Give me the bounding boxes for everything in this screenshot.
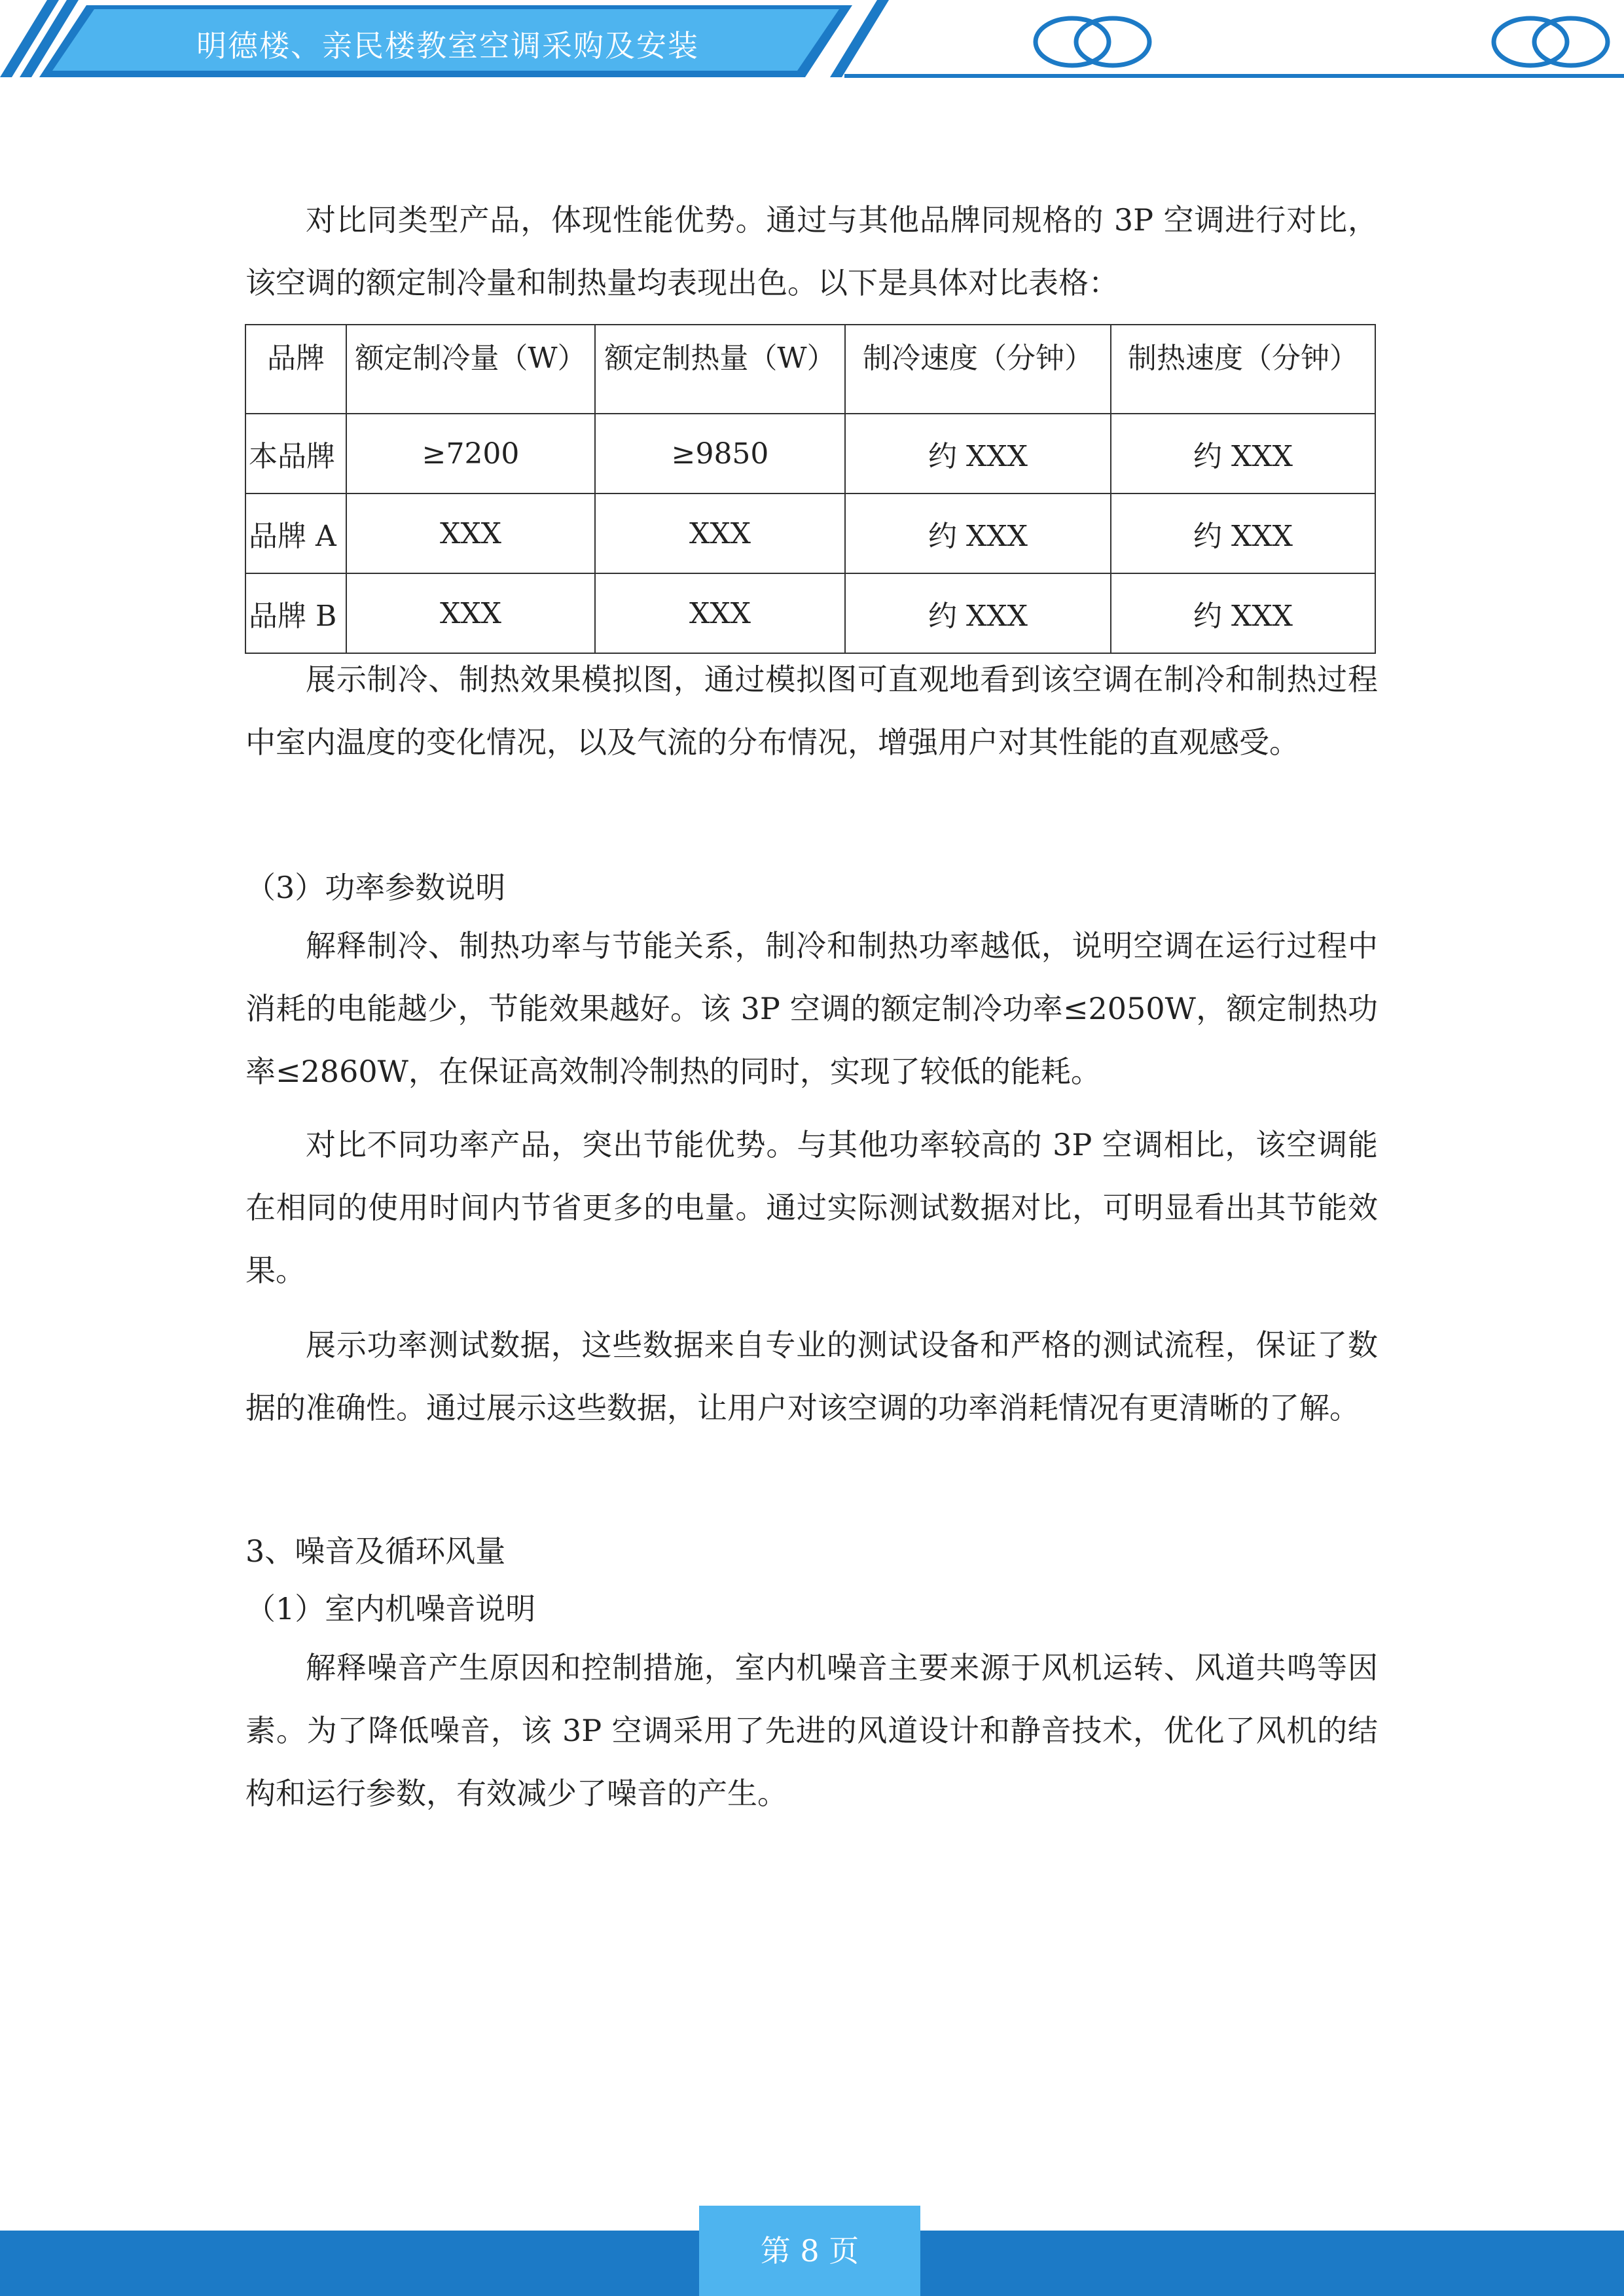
table-cell-brand: 本品牌 (245, 414, 346, 493)
page-number: 第 8 页 (699, 2206, 920, 2296)
table-cell: 约 XXX (1111, 414, 1375, 493)
subsection-heading-indoor-noise: （1）室内机噪音说明 (245, 1591, 536, 1626)
table-header-cell: 额定制冷量（W） (346, 325, 595, 414)
table-row (245, 573, 1375, 653)
table-row (245, 414, 1375, 493)
ring-logo-left-icon (1036, 18, 1149, 65)
table-cell: XXX (346, 573, 595, 653)
table-cell: 约 XXX (845, 573, 1111, 653)
table-cell: XXX (595, 493, 845, 573)
comparison-table (245, 324, 1376, 654)
paragraph-comparison-intro: 对比同类型产品，体现性能优势。通过与其他品牌同规格的 3P 空调进行对比，该空调的额定制冷量和制热量均表现出色。以下是具体对比表格： (245, 202, 1378, 300)
paragraph-power-compare: 对比不同功率产品，突出节能优势。与其他功率较高的 3P 空调相比，该空调能在相同的使用时间内节省更多的电量。通过实际测试数据对比，可明显看出其节能效果。 (245, 1127, 1378, 1288)
table-cell: XXX (595, 573, 845, 653)
table-header-cell: 额定制热量（W） (595, 325, 845, 414)
paragraph-power-explain: 解释制冷、制热功率与节能关系，制冷和制热功率越低，说明空调在运行过程中消耗的电能越少，节能效果越好。该 3P 空调的额定制冷功率≤2050W，额定制热功率≤2860W，在保证高效制冷制热的同时，实现了较低的能耗。 (245, 928, 1378, 1089)
table-cell: 约 XXX (1111, 493, 1375, 573)
page-header (0, 0, 1624, 92)
table-cell: ≥7200 (346, 414, 595, 493)
table-cell: 约 XXX (1111, 573, 1375, 653)
ring-logo-right-icon (1494, 18, 1608, 65)
table-cell: 约 XXX (845, 493, 1111, 573)
table-header-cell: 制冷速度（分钟） (845, 325, 1111, 414)
table-row (245, 493, 1375, 573)
paragraph-simulation: 展示制冷、制热效果模拟图，通过模拟图可直观地看到该空调在制冷和制热过程中室内温度的变化情况，以及气流的分布情况，增强用户对其性能的直观感受。 (245, 662, 1378, 760)
paragraph-noise-explain: 解释噪音产生原因和控制措施，室内机噪音主要来源于风机运转、风道共鸣等因素。为了降低噪音，该 3P 空调采用了先进的风道设计和静音技术，优化了风机的结构和运行参数，有效减少了噪音的产生。 (245, 1650, 1378, 1811)
header-title: 明德楼、亲民楼教室空调采购及安装 (196, 28, 699, 63)
table-cell-brand: 品牌 A (245, 493, 346, 573)
table-cell: XXX (346, 493, 595, 573)
table-cell: ≥9850 (595, 414, 845, 493)
table-header-row (245, 325, 1375, 414)
table-header-cell: 品牌 (245, 325, 346, 414)
section-heading-power: （3）功率参数说明 (245, 870, 506, 905)
table-cell-brand: 品牌 B (245, 573, 346, 653)
table-header-cell: 制热速度（分钟） (1111, 325, 1375, 414)
table-cell: 约 XXX (845, 414, 1111, 493)
paragraph-power-test: 展示功率测试数据，这些数据来自专业的测试设备和严格的测试流程，保证了数据的准确性。通过展示这些数据，让用户对该空调的功率消耗情况有更清晰的了解。 (245, 1327, 1378, 1426)
section-heading-noise: 3、噪音及循环风量 (245, 1534, 506, 1569)
